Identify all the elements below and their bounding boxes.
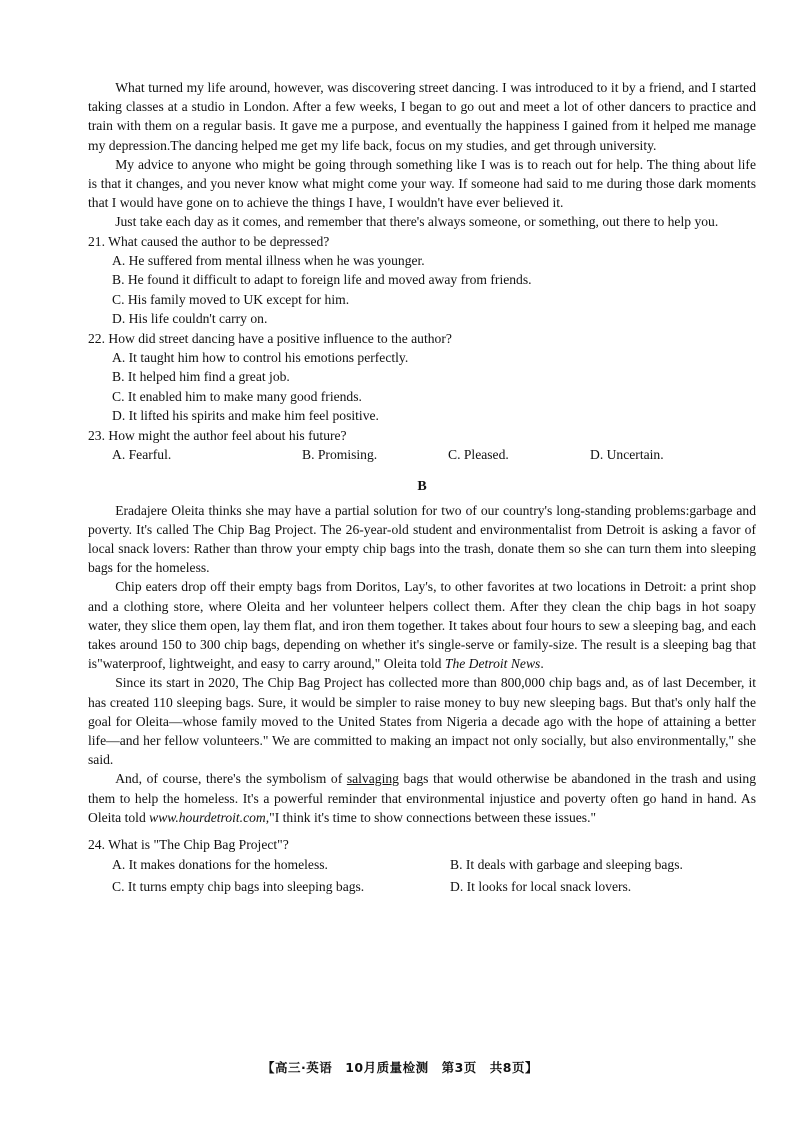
question-stem: 22. How did street dancing have a positive influence to the author?	[88, 330, 452, 346]
passage-a-paragraph-1: What turned my life around, however, was discovering street dancing. I was introduced to it by a friend, and I started taking classes at a studio in London. After a few weeks, I began to go out and meet a lot of other dancers to practice and train with them on a regular basis. It gave me a purpose, and eventually the happiness I gained from it helped me manage my depression.The dancing helped me get my life back, focus on my studies, and get through university.	[88, 80, 756, 153]
passage-a-paragraph-2: My advice to anyone who might be going through something like I was is to reach out for help. The thing about life is that it changes, and you never know what might come your way. If someone had said to me during those dark moments that I would have gone on to achieve the things I have, I wouldn't have ever believed it.	[88, 156, 756, 211]
options-row	[88, 445, 756, 464]
passage-a-paragraph-3: Just take each day as it comes, and remember that there's always someone, or something, out there to help you.	[115, 214, 719, 230]
option-c: C. Pleased.	[448, 447, 509, 463]
passage-b-paragraph-4	[88, 769, 756, 827]
passage-b-paragraph-2	[88, 577, 756, 673]
option-b: B. It deals with garbage and sleeping bags.	[450, 857, 683, 873]
paragraph-text: And, of course, there's the symbolism of	[115, 771, 347, 787]
spacer	[88, 827, 756, 835]
option-a: A. It taught him how to control his emotions perfectly.	[112, 350, 409, 366]
option-a: A. Fearful.	[112, 447, 172, 463]
option-d: D. It lifted his spirits and make him feel positive.	[112, 408, 379, 424]
question-24	[88, 835, 756, 898]
source-name: The Detroit News	[444, 656, 541, 672]
question-23	[88, 426, 756, 465]
paragraph-text: Chip eaters drop off their empty bags from Doritos, Lay's, to other favorites at two locations in Detroit: a print shop and a clothing store, where Oleita and her volunteer helpers collect them. After they clean the chip bags in hot soapy water, they slice them open, lay them flat, and iron them together. It takes about four hours to sew a sleeping bag, and each takes around 150 to 300 chip bags, depending on whether it's single-serve or family-size. The result is a sleeping bag that is"waterproof, lightweight, and easy to carry around," Oleita told	[88, 579, 756, 672]
option-c: C. It turns empty chip bags into sleeping bags.	[112, 879, 365, 895]
website-name: www.hourdetroit.com,	[149, 809, 270, 825]
page-content	[88, 78, 756, 898]
question-stem: 23. How might the author feel about his future?	[88, 427, 347, 443]
page-footer: 【高三·英语 10月质量检测 第3页 共8页】	[261, 1060, 539, 1075]
option-a: A. It makes donations for the homeless.	[112, 857, 328, 873]
option-d: D. It looks for local snack lovers.	[450, 879, 632, 895]
option-d: D. Uncertain.	[590, 447, 664, 463]
question-21	[88, 232, 756, 329]
option-b: B. Promising.	[302, 447, 378, 463]
option-b: B. He found it difficult to adapt to foreign life and moved away from friends.	[112, 272, 532, 288]
options-grid	[88, 854, 756, 898]
option-a: A. He suffered from mental illness when he was younger.	[112, 253, 425, 269]
option-c: C. It enabled him to make many good friends.	[112, 388, 362, 404]
underlined-word: salvaging	[346, 771, 399, 787]
question-22	[88, 329, 756, 426]
option-d: D. His life couldn't carry on.	[112, 311, 268, 327]
paragraph-text-end: .	[540, 656, 544, 672]
paragraph-text-end: "I think it's time to show connections between these issues."	[269, 809, 597, 825]
paragraph-text: bags that would otherwise be abandoned in the trash and using them to help the homeless. It's a powerful reminder that environmental injustice and poverty often go hand in hand. As Oleita told	[88, 771, 757, 825]
passage-b-paragraph-1: Eradajere Oleita thinks she may have a partial solution for two of our country's long-standing problems:garbage and poverty. It's called The Chip Bag Project. The 26-year-old student and environmentalist from Detroit is asking a favor of local snack lovers: Rather than throw your empty chip bags into the trash, donate them so she can turn them into sleeping bags for the homeless.	[88, 502, 756, 576]
option-b: B. It helped him find a great job.	[112, 369, 290, 385]
question-stem: 24. What is "The Chip Bag Project"?	[88, 836, 289, 852]
option-c: C. His family moved to UK except for him.	[112, 291, 350, 307]
question-stem: 21. What caused the author to be depressed?	[88, 233, 330, 249]
passage-b-paragraph-3: Since its start in 2020, The Chip Bag Project has collected more than 800,000 chip bags and, as of last December, it has created 110 sleeping bags. Sure, it would be simpler to raise money to buy new sleeping bags. But that's only half the goal for Oleita—whose family moved to the United States from Nigeria a decade ago with the hope of attaining a better life—and her fellow volunteers." We are committed to making an impact not only socially, but also environmentally," she said.	[88, 675, 756, 768]
section-b-heading: B	[417, 478, 427, 494]
